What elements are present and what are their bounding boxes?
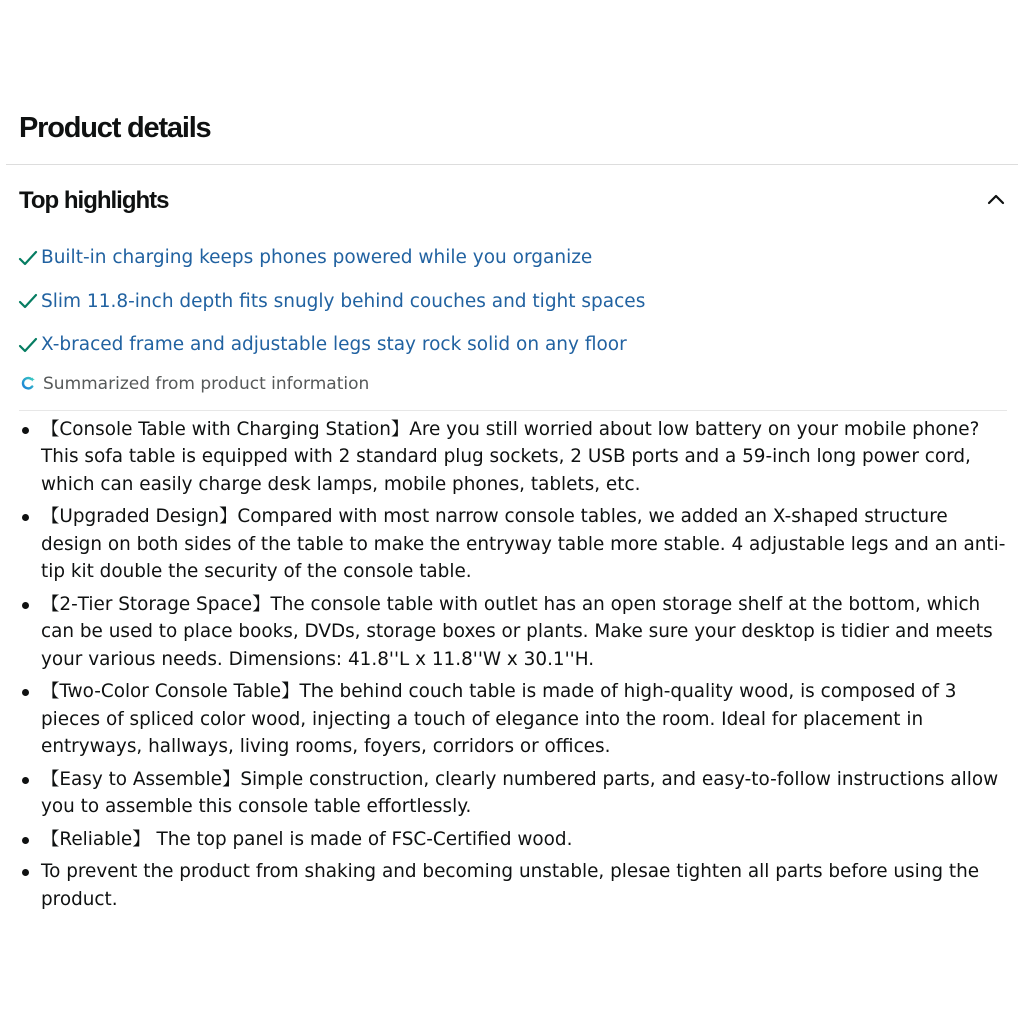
highlight-text: X-braced frame and adjustable legs stay rock solid on any floor [41,334,627,356]
highlight-item [17,236,1007,280]
feature-bullet: 【Easy to Assemble】Simple construction, clearly numbered parts, and easy-to-follow instructions allow you to assemble this console table effortlessly. [41,766,1010,821]
feature-bullet: To prevent the product from shaking and becoming unstable, plesae tighten all parts before using the product. [41,858,1010,913]
highlight-item [17,323,1007,367]
section-divider [6,164,1018,165]
section-divider [19,410,1007,411]
top-highlights-title: Top highlights [19,187,169,214]
checkmark-icon [17,335,39,355]
summary-note [19,370,369,398]
highlight-text: Slim 11.8-inch depth fits snugly behind couches and tight spaces [41,290,646,312]
highlights-list [17,236,1007,367]
ai-sparkle-icon [19,375,37,393]
feature-bullet: 【2-Tier Storage Space】The console table with outlet has an open storage shelf at the bottom, which can be used to place books, DVDs, storage boxes or plants. Make sure your desktop is tidier and meets your various needs. Dimensions: 41.8''L x 11.8''W x 30.1''H. [41,591,1010,673]
highlight-item [17,280,1007,324]
feature-bullet: 【Two-Color Console Table】The behind couch table is made of high-quality wood, is composed of 3 pieces of spliced color wood, injecting a touch of elegance into the room. Ideal for placement in entryways, hallways, living rooms, foyers, corridors or offices. [41,678,1010,760]
feature-bullets [0,416,1010,918]
feature-bullet: 【Upgraded Design】Compared with most narrow console tables, we added an X-shaped structure design on both sides of the table to make the entryway table more stable. 4 adjustable legs and an anti-tip kit double the security of the console table. [41,503,1010,585]
checkmark-icon [17,248,39,268]
chevron-up-icon[interactable] [984,188,1008,212]
feature-bullet: 【Console Table with Charging Station】Are you still worried about low battery on your mobile phone? This sofa table is equipped with 2 standard plug sockets, 2 USB ports and a 59-inch long power cord, which can easily charge desk lamps, mobile phones, tablets, etc. [41,416,1010,498]
checkmark-icon [17,291,39,311]
page-title: Product details [19,112,211,144]
highlight-text: Built-in charging keeps phones powered while you organize [41,247,593,269]
summary-text: Summarized from product information [43,374,370,394]
top-highlights-header[interactable] [19,180,1012,224]
feature-bullet: 【Reliable】 The top panel is made of FSC-Certified wood. [41,826,1010,853]
